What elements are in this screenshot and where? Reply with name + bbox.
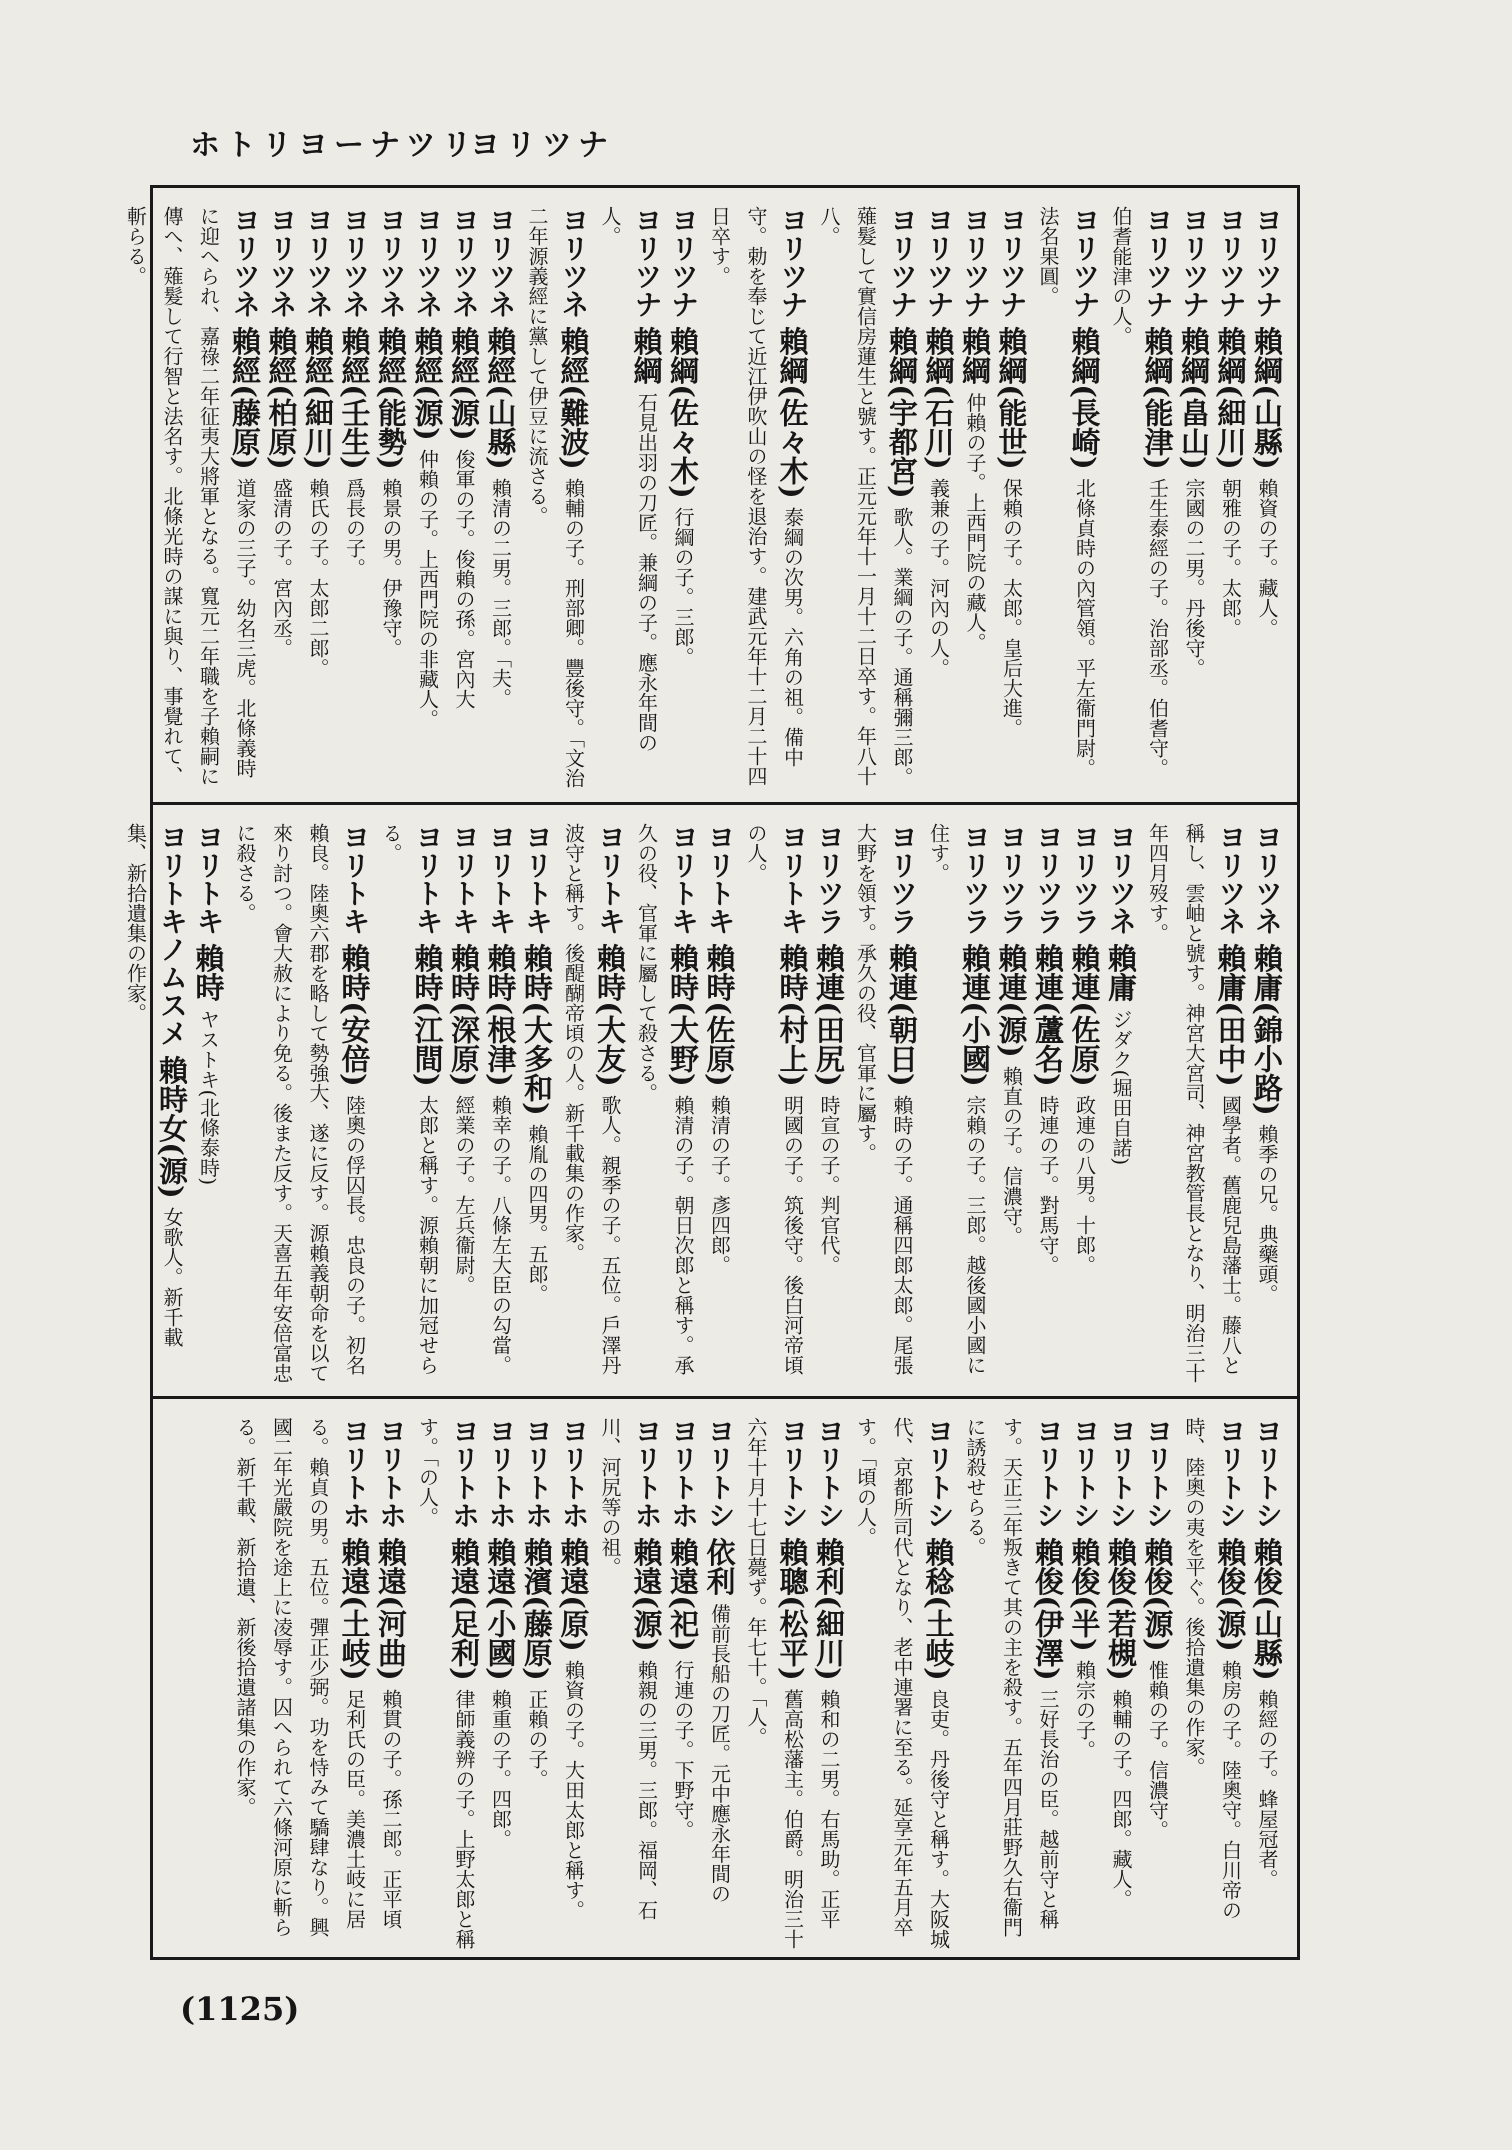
entry-headword: 賴綱(佐々木) xyxy=(775,326,810,499)
entry-reading: ヨリトシ xyxy=(1032,1417,1065,1529)
entry-reading: ヨリツナ xyxy=(1141,206,1175,318)
entry-reading: ヨリツネ xyxy=(229,206,262,318)
entry-headword: 賴綱(長崎) xyxy=(1067,326,1102,470)
entry-description: 保賴の子。太郎。皇后大進。 xyxy=(999,477,1024,738)
entry-description: 北條貞時の內管領。平左衞門尉。法名果圓。 xyxy=(1036,206,1097,778)
tier-bottom-text xyxy=(165,1417,1285,1951)
entry-reading: ヨリトキ xyxy=(594,823,627,935)
entry-reading: ヨリトキ xyxy=(521,823,554,935)
entry-headword: 賴時(根津) xyxy=(483,943,518,1087)
entry-headword: 賴連(朝日) xyxy=(885,943,919,1087)
entry-description: 太郎と稱す。源賴朝に加冠せらる。 xyxy=(379,823,440,1375)
entry-description: 三好長治の臣。越前守と稱す。天正三年叛きて其の主を殺す。五年四月莊野久右衞門に誘殺せらる。 xyxy=(963,1417,1060,1937)
dictionary-entry xyxy=(336,206,373,790)
dictionary-entry xyxy=(592,206,665,790)
entry-description: 道家の三子。幼名三虎。北條義時に迎へられ、嘉祿二年征夷大將軍となる。寬元二年職を子賴嗣に傳へ、薙髮して行智と法名す。北條光時の謀に與り、事覺れて、斬らる。 xyxy=(123,206,257,786)
dictionary-entry xyxy=(1103,1417,1140,1951)
entry-description: 女歌人。新千載集、新拾遺集の作家。 xyxy=(123,823,184,1347)
entry-headword: 賴時(大野) xyxy=(666,943,700,1087)
entry-description: 律師義辨の子。上野太郎と稱す。「の人。 xyxy=(415,1417,476,1949)
entry-reading: ヨリツナ xyxy=(995,206,1029,318)
entry-headword: 賴綱(畠山) xyxy=(1177,326,1211,470)
entry-headword: 賴時(村上) xyxy=(775,943,810,1087)
entry-reading: ヨリツネ xyxy=(338,206,372,318)
dictionary-entry xyxy=(738,1417,811,1951)
entry-description: 仲賴の子。上西門院の非藏人。 xyxy=(415,448,440,729)
entry-reading: ヨリトシ xyxy=(1251,1417,1284,1529)
dictionary-entry xyxy=(738,823,811,1384)
dictionary-entry xyxy=(1249,823,1286,1384)
entry-headword: 依利 xyxy=(702,1537,737,1596)
entry-description: 宗國の二男。丹後守。 xyxy=(1182,477,1206,678)
entry-headword: 賴綱(山縣) xyxy=(1250,326,1284,470)
entry-headword: 賴綱(石川) xyxy=(921,326,956,470)
entry-reading: ヨリトキ xyxy=(667,823,700,935)
entry-headword: 賴時(佐原) xyxy=(702,943,737,1087)
entry-description: 明國の子。筑後守。後白河帝頃の人。 xyxy=(744,823,805,1375)
dictionary-entry xyxy=(920,823,993,1384)
entry-description: 備前長船の刀匠。元中應永年間の xyxy=(707,1603,732,1904)
entry-description: 經業の子。左兵衞尉。 xyxy=(452,1094,476,1295)
entry-description: ジダク(堀田自諾) xyxy=(1109,1009,1133,1166)
dictionary-entry xyxy=(227,823,373,1384)
running-header-index: ホトリヨーナツリ xyxy=(190,128,478,163)
entry-description: 正賴の子。 xyxy=(525,1688,549,1789)
entry-headword: 賴濱(藤原) xyxy=(520,1537,554,1681)
dictionary-entry xyxy=(665,1417,702,1951)
entry-headword: 賴庸(錦小路) xyxy=(1250,943,1284,1116)
entry-reading: ヨリトキ xyxy=(776,823,810,935)
entry-description: 賴輔の子。四郎。藏人。 xyxy=(1109,1688,1133,1909)
entry-headword: 賴俊(若槻) xyxy=(1104,1537,1138,1681)
dictionary-entry xyxy=(811,823,848,1384)
entry-reading: ヨリトシ xyxy=(1105,1417,1138,1529)
entry-reading: ヨリトシ xyxy=(776,1417,810,1529)
entry-headword: 賴遠(源) xyxy=(629,1537,664,1652)
entry-reading: ヨリトシ xyxy=(813,1417,846,1529)
entry-description: 惟賴の子。信濃守。 xyxy=(1145,1659,1170,1840)
entry-reading: ヨリトホ xyxy=(630,1417,664,1529)
dictionary-entry xyxy=(519,823,556,1384)
entry-reading: ヨリトシ xyxy=(703,1417,737,1529)
dictionary-page-frame xyxy=(123,185,1300,1960)
entry-reading: ヨリツナ xyxy=(1251,206,1284,318)
entry-reading: ヨリトホ xyxy=(338,1417,372,1529)
entry-headword: 賴俊(伊澤) xyxy=(1031,1537,1065,1681)
dictionary-entry xyxy=(1103,823,1140,1384)
running-header-headword: ヨリツナ xyxy=(470,128,614,163)
entry-reading: ヨリツナ xyxy=(1068,206,1102,318)
entry-headword: 賴遠(土岐) xyxy=(337,1537,372,1681)
entry-description: 賴輔の子。刑部卿。豐後守。「文治二年源義經に黨して伊豆に流さる。 xyxy=(525,206,586,788)
entry-reading: ヨリトホ xyxy=(375,1417,408,1529)
dictionary-entry xyxy=(1066,1417,1103,1951)
entry-description: 國學者。舊鹿兒島藩士。藤八と稱し、雲岫と號す。神宮大宮司、神宮教管長となり、明治三十年四月歿す。 xyxy=(1145,823,1243,1383)
entry-description: 賴宗の子。 xyxy=(1072,1659,1097,1760)
dictionary-entry xyxy=(1176,1417,1249,1951)
entry-description: 賴清の子。彥四郎。 xyxy=(707,1094,732,1275)
dictionary-entry xyxy=(482,206,519,790)
dictionary-entry xyxy=(263,206,300,790)
page-number: (1125) xyxy=(180,1990,300,2028)
dictionary-entry xyxy=(373,206,410,790)
entry-headword: 賴經(能勢) xyxy=(374,326,408,470)
entry-headword: 賴俊(源) xyxy=(1213,1537,1248,1652)
entry-reading: ヨリトキ xyxy=(448,823,481,935)
dictionary-entry xyxy=(1212,206,1249,790)
dictionary-entry xyxy=(190,823,227,1384)
entry-description: 朝雅の子。太郎。 xyxy=(1218,477,1243,638)
entry-headword: 賴俊(源) xyxy=(1140,1537,1175,1652)
entry-description: 賴清の二男。三郎。「夫。 xyxy=(488,477,513,708)
dictionary-entry xyxy=(993,206,1030,790)
entry-headword: 賴經(山縣) xyxy=(483,326,518,470)
entry-reading: ヨリツナ xyxy=(886,206,919,318)
entry-reading: ヨリトシ xyxy=(922,1417,956,1529)
entry-headword: 賴時(深原) xyxy=(447,943,481,1087)
dictionary-entry xyxy=(446,206,483,790)
tier-middle-text xyxy=(123,823,1285,1384)
entry-headword: 賴經(難波) xyxy=(556,326,591,470)
entry-reading: ヨリツラ xyxy=(995,823,1029,935)
entry-description: 賴資の子。藏人。 xyxy=(1255,477,1279,638)
entry-description: 行連の子。下野守。 xyxy=(671,1659,695,1840)
entry-reading: ヨリトシ xyxy=(1141,1417,1175,1529)
entry-reading: ヨリツネ xyxy=(448,206,481,318)
dictionary-entry xyxy=(117,823,190,1384)
dictionary-entry xyxy=(1249,1417,1286,1951)
dictionary-entry xyxy=(373,823,446,1384)
dictionary-entry xyxy=(519,206,592,790)
entry-headword: 賴利(細川) xyxy=(812,1537,846,1681)
dictionary-entry xyxy=(1139,823,1249,1384)
entry-description: 賴幸の子。八條左大臣の勾當。 xyxy=(488,1094,513,1375)
entry-headword: 賴連(佐原) xyxy=(1067,943,1102,1087)
entry-reading: ヨリトシ xyxy=(1068,1417,1102,1529)
dictionary-entry xyxy=(993,823,1030,1384)
entry-headword: 賴時女(源) xyxy=(155,1055,189,1199)
entry-reading: ヨリツネ xyxy=(557,206,591,318)
entry-description: 盛清の子。宮內丞。 xyxy=(269,477,294,658)
entry-description: 賴親の三男。三郎。福岡、石川、河尻等の祖。 xyxy=(598,1417,659,1920)
entry-description: 時連の子。對馬守。 xyxy=(1036,1094,1060,1275)
entry-description: 賴資の子。大田太郎と稱す。 xyxy=(561,1659,586,1920)
entry-reading: ヨリトキ xyxy=(338,823,372,935)
entry-headword: 賴連(蘆名) xyxy=(1031,943,1065,1087)
dictionary-entry xyxy=(847,823,920,1384)
entry-reading: ヨリツナ xyxy=(667,206,700,318)
dictionary-entry xyxy=(1249,206,1286,790)
entry-description: 賴貫の子。孫二郎。正平頃 xyxy=(379,1688,403,1929)
entry-headword: 賴經(藤原) xyxy=(228,326,262,470)
entry-headword: 賴庸(田中) xyxy=(1213,943,1248,1087)
entry-reading: ヨリトホ xyxy=(557,1417,591,1529)
entry-description: 賴和の二男。右馬助。正平 xyxy=(817,1688,841,1929)
entry-description: 賴胤の四男。五郎。 xyxy=(525,1123,549,1304)
entry-headword: 賴遠(原) xyxy=(556,1537,591,1652)
dictionary-entry xyxy=(920,206,957,790)
dictionary-entry xyxy=(701,823,738,1384)
entry-headword: 賴時(大多和) xyxy=(520,943,554,1116)
dictionary-entry xyxy=(555,823,628,1384)
entry-reading: ヨリトキ xyxy=(192,823,226,935)
entry-description: 足利氏の臣。美濃土岐に居る。賴貞の男。五位。彈正少弼。功を恃みて驕肆なり。興國二年光嚴院を途上に凌辱す。囚へられて六條河原に斬らる。新千載、新拾遺、新後拾遺諸集の作家。 xyxy=(233,1417,367,1937)
entry-description: 歌人。業綱の子。通稱彌三郎。薙髮して實信房蓮生と號す。正元元年十一月十二日卒す。年八十八。 xyxy=(817,206,914,787)
entry-description: 政連の八男。十郎。 xyxy=(1072,1094,1097,1275)
entry-reading: ヨリツネ xyxy=(265,206,299,318)
entry-headword: 賴遠(小國) xyxy=(483,1537,518,1681)
dictionary-entry xyxy=(1103,206,1176,790)
entry-reading: ヨリツナ xyxy=(630,206,664,318)
entry-reading: ヨリツナ xyxy=(922,206,956,318)
entry-headword: 賴聰(松平) xyxy=(775,1537,810,1681)
entry-description: 賴經の子。蜂屋冠者。 xyxy=(1255,1688,1279,1889)
entry-description: ヤストキ(北條泰時) xyxy=(196,1009,221,1186)
entry-headword: 賴連(源) xyxy=(994,943,1029,1058)
entry-description: 宗賴の子。三郎。越後國小國に住す。 xyxy=(926,823,987,1375)
entry-reading: ヨリツネ xyxy=(1251,823,1284,935)
dictionary-entry xyxy=(227,1417,373,1951)
entry-description: 舊高松藩主。伯爵。明治三十六年十月十七日薨ず。年七十。「人。 xyxy=(744,1417,805,1949)
dictionary-entry xyxy=(1066,823,1103,1384)
dictionary-entry xyxy=(957,206,994,790)
entry-headword: 賴遠(祀) xyxy=(666,1537,700,1652)
entry-headword: 賴遠(足利) xyxy=(447,1537,481,1681)
entry-headword: 賴綱(宇都宮) xyxy=(885,326,919,499)
entry-description: 良吏。丹後守と稱す。大阪城代、京都所司代となり、老中連署に至る。延享元年五月卒す。「頃の人。 xyxy=(853,1417,951,1949)
entry-description: 義兼の子。河內の人。 xyxy=(926,477,951,678)
entry-reading: ヨリツナ xyxy=(776,206,810,318)
entry-headword: 賴經(壬生) xyxy=(337,326,372,470)
entry-headword: 賴綱 xyxy=(629,326,664,385)
entry-reading: ヨリトキ xyxy=(484,823,518,935)
entry-reading: ヨリツナ xyxy=(1214,206,1248,318)
dictionary-entry xyxy=(1176,206,1213,790)
entry-description: 時宣の子。判官代。 xyxy=(817,1094,841,1275)
entry-headword: 賴俊(山縣) xyxy=(1250,1537,1284,1681)
dictionary-entry xyxy=(373,1417,410,1951)
entry-reading: ヨリツネ xyxy=(484,206,518,318)
dictionary-entry xyxy=(628,823,701,1384)
entry-reading: ヨリトキノムスメ xyxy=(156,823,189,1047)
entry-description: 賴清の子。朝日次郎と稱す。承久の役、官軍に屬して殺さる。 xyxy=(634,823,695,1375)
entry-reading: ヨリツラ xyxy=(813,823,846,935)
entry-headword: 賴俊(半) xyxy=(1067,1537,1102,1652)
entry-headword: 賴時 xyxy=(191,943,226,1002)
dictionary-entry xyxy=(847,1417,957,1951)
dictionary-entry xyxy=(701,1417,738,1951)
entry-headword: 賴經(源) xyxy=(447,326,481,441)
dictionary-entry xyxy=(300,206,337,790)
entry-headword: 賴遠(河曲) xyxy=(374,1537,408,1681)
entry-description: 賴時の子。通稱四郎太郎。尾張大野を領す。承久の役、官軍に屬す。 xyxy=(853,823,914,1375)
entry-headword: 賴綱 xyxy=(958,326,992,385)
entry-reading: ヨリトホ xyxy=(484,1417,518,1529)
tier-bottom xyxy=(153,1396,1297,1963)
entry-reading: ヨリトホ xyxy=(667,1417,700,1529)
dictionary-entry xyxy=(482,823,519,1384)
entry-description: 仲賴の子。上西門院の藏人。 xyxy=(963,392,987,653)
tier-top-text xyxy=(123,206,1285,790)
entry-description: 壬生泰經の子。治部丞。伯耆守。伯耆能津の人。 xyxy=(1109,206,1170,778)
entry-reading: ヨリトホ xyxy=(521,1417,554,1529)
entry-headword: 賴經(柏原) xyxy=(264,326,299,470)
entry-headword: 賴時(江間) xyxy=(410,943,445,1087)
entry-description: 石見出羽の刀匠。兼綱の子。應永年間の人。 xyxy=(598,206,659,753)
entry-reading: ヨリツラ xyxy=(1032,823,1065,935)
dictionary-entry xyxy=(1030,823,1067,1384)
entry-headword: 賴經(源) xyxy=(410,326,445,441)
entry-reading: ヨリトホ xyxy=(448,1417,481,1529)
entry-headword: 賴經(細川) xyxy=(301,326,335,470)
entry-reading: ヨリツネ xyxy=(375,206,408,318)
entry-description: 賴季の兄。典藥頭。 xyxy=(1255,1123,1279,1304)
dictionary-entry xyxy=(811,1417,848,1951)
entry-headword: 賴連(田尻) xyxy=(812,943,846,1087)
entry-description: 賴景の男。伊豫守。 xyxy=(379,477,403,658)
entry-description: 陸奧の俘囚長。忠良の子。初名賴良。陸奧六郡を略して勢強大、遂に反す。源賴義朝命を以て來り討つ。會大赦により免る。後また反す。天喜五年安倍富忠に殺さる。 xyxy=(233,823,367,1383)
entry-reading: ヨリツラ xyxy=(1068,823,1102,935)
entry-headword: 賴綱(佐々木) xyxy=(666,326,700,499)
entry-description: 賴房の子。陸奧守。白川帝の時、陸奧の夷を平ぐ。後拾遺集の作家。 xyxy=(1182,1417,1243,1920)
entry-description: 賴直の子。信濃守。 xyxy=(999,1065,1024,1246)
entry-headword: 賴庸 xyxy=(1104,943,1138,1002)
entry-headword: 賴綱(能津) xyxy=(1140,326,1175,470)
entry-reading: ヨリツネ xyxy=(411,206,445,318)
tier-middle xyxy=(123,802,1297,1396)
dictionary-entry xyxy=(446,823,483,1384)
entry-headword: 賴時(大友) xyxy=(593,943,627,1087)
entry-description: 賴重の子。四郎。 xyxy=(488,1688,513,1849)
entry-reading: ヨリトキ xyxy=(703,823,737,935)
entry-headword: 賴稔(土岐) xyxy=(921,1537,956,1681)
dictionary-entry xyxy=(701,206,811,790)
entry-reading: ヨリツネ xyxy=(1214,823,1248,935)
entry-description: 賴氏の子。太郎二郎。 xyxy=(306,477,330,678)
entry-headword: 賴綱(能世) xyxy=(994,326,1029,470)
entry-reading: ヨリトキ xyxy=(411,823,445,935)
entry-reading: ヨリツネ xyxy=(1105,823,1138,935)
entry-headword: 賴連(小國) xyxy=(958,943,992,1087)
dictionary-entry xyxy=(665,206,702,790)
dictionary-entry xyxy=(117,206,263,790)
entry-reading: ヨリツネ xyxy=(302,206,335,318)
tier-top xyxy=(123,188,1297,802)
dictionary-entry xyxy=(811,206,921,790)
entry-description: 泰綱の次男。六角の祖。備中守。勅を奉じて近江伊吹山の怪を退治す。建武元年十二月二十四日卒す。 xyxy=(707,206,805,786)
entry-description: 行綱の子。三郎。 xyxy=(671,506,695,667)
dictionary-entry xyxy=(555,1417,592,1951)
entry-reading: ヨリツナ xyxy=(1178,206,1211,318)
dictionary-entry xyxy=(519,1417,556,1951)
entry-description: 俊軍の子。俊賴の孫。宮內大 xyxy=(452,448,476,709)
entry-reading: ヨリツラ xyxy=(959,823,992,935)
entry-description: 歌人。親季の子。五位。戶澤丹波守と稱す。後醍醐帝頃の人。新千載集の作家。 xyxy=(561,823,622,1375)
entry-reading: ヨリトシ xyxy=(1214,1417,1248,1529)
entry-headword: 賴綱(細川) xyxy=(1213,326,1248,470)
entry-reading: ヨリツラ xyxy=(886,823,919,935)
entry-headword: 賴時(安倍) xyxy=(337,943,372,1087)
dictionary-entry xyxy=(1030,206,1103,790)
dictionary-entry xyxy=(409,206,446,790)
dictionary-entry xyxy=(409,1417,482,1951)
entry-description: 爲長の子。 xyxy=(342,477,367,578)
dictionary-entry xyxy=(957,1417,1067,1951)
dictionary-entry xyxy=(1139,1417,1176,1951)
dictionary-entry xyxy=(592,1417,665,1951)
entry-reading: ヨリツナ xyxy=(959,206,992,318)
dictionary-entry xyxy=(482,1417,519,1951)
